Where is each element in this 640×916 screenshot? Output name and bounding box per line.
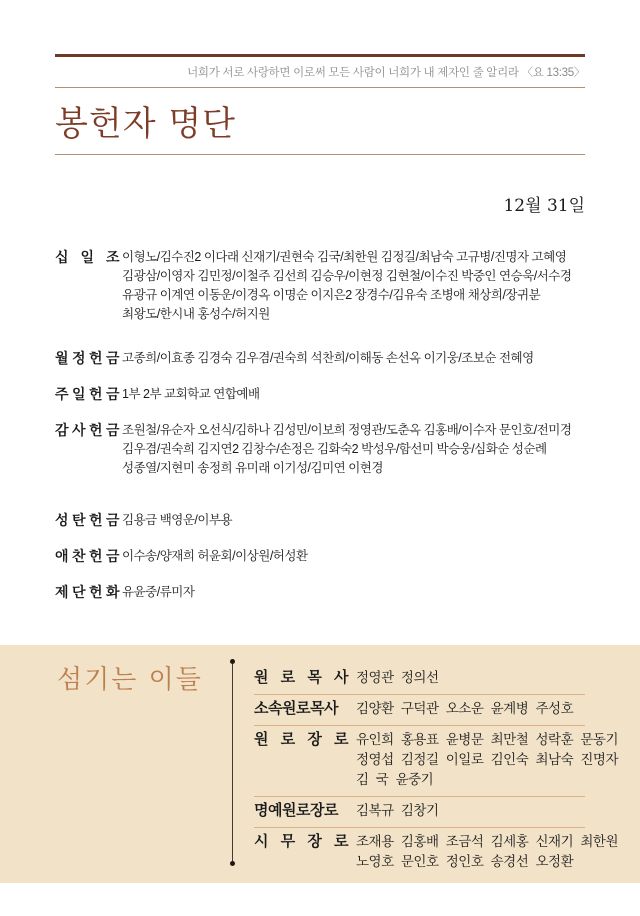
scripture-quote: 너희가 서로 사랑하면 이로써 모든 사람이 너희가 내 제자인 줄 알리라 〈요 13:35〉: [187, 67, 585, 79]
section-names: [119, 248, 571, 324]
name-line: 조원철/유순자 오선식/김하나 김성민/이보희 정영관/도춘옥 김홍배/이수자 문인호/전미경: [122, 423, 572, 437]
name-line: 유광규 이계연 이동운/이경옥 이명순 이지은2 장경수/김유숙 조병애 채상희/장귀분: [122, 288, 541, 302]
top-rule: [55, 54, 585, 57]
name-line: 고종희/이효종 김경숙 김우겸/권숙희 석찬희/이해동 손선옥 이기웅/조보순 전혜영: [122, 351, 534, 365]
table-row-emeritus-pastor: [254, 664, 585, 695]
row-names: [348, 832, 618, 872]
section-label: 성 탄 헌 금: [55, 512, 119, 528]
divider-dot-bottom-icon: [230, 861, 235, 866]
name-line: 조재용 김홍배 조금석 김세홍 신재기 최한원: [356, 834, 618, 849]
row-label: 소속원로목사: [254, 700, 338, 717]
section-names: [119, 547, 308, 566]
servants-title: 섬기는 이들: [57, 665, 203, 695]
divider-dot-top-icon: [230, 659, 235, 664]
row-label: 시 무 장 로: [254, 833, 348, 850]
name-line: 이형노/김수진2 이다래 신재기/권현숙 김국/최한원 김정길/최남숙 고규병/진명자 고혜영: [122, 250, 567, 264]
servants-panel: [0, 645, 640, 883]
name-line: 이수송/양재희 허윤회/이상원/허성환: [122, 549, 308, 563]
section-names: [119, 583, 194, 602]
name-line: 유인희 홍용표 윤병문 최만철 성락훈 문동기: [356, 732, 618, 747]
table-row-serving-elder: [254, 828, 618, 878]
row-names: [348, 699, 573, 719]
section-names: [119, 421, 571, 478]
date-label: 12월 31일: [503, 196, 585, 216]
name-line: 김양환 구덕관 오소운 윤계병 주성호: [356, 701, 574, 716]
section-label: 제 단 헌 화: [55, 584, 119, 600]
name-line: 1부 2부 교회학교 연합예배: [122, 387, 260, 401]
section-names: [119, 349, 534, 368]
page-title: 봉헌자 명단: [55, 104, 237, 144]
donor-section-christmas-offering: [55, 511, 590, 530]
vertical-divider-line: [232, 661, 233, 864]
donor-section-tithe: [55, 248, 590, 324]
row-label: 원 로 목 사: [254, 669, 348, 686]
row-label: 명예원로장로: [254, 802, 338, 819]
row-names: [348, 730, 618, 790]
header-divider-rule: [55, 87, 585, 88]
section-label: 주 일 헌 금: [55, 386, 119, 402]
section-label: 애 찬 헌 금: [55, 548, 119, 564]
table-row-emeritus-elder: [254, 726, 618, 797]
donor-section-monthly-offering: [55, 349, 590, 368]
section-names: [119, 511, 232, 530]
row-names: [348, 668, 439, 688]
name-line: 김우겸/권숙희 김지연2 김창수/손정은 김화숙2 박성우/함선미 박승웅/심화순 성순례: [122, 442, 547, 456]
section-label: 감 사 헌 금: [55, 422, 119, 438]
servants-table: [254, 664, 618, 878]
name-line: 노영호 문인호 정인호 송경선 오정환: [356, 854, 574, 869]
name-line: 최왕도/한시내 홍성수/허지원: [122, 307, 270, 321]
name-line: 김 국 윤중기: [356, 772, 434, 787]
section-label: 십 일 조: [55, 249, 119, 265]
donor-section-altar-flowers: [55, 583, 590, 602]
row-names: [348, 801, 439, 821]
name-line: 성종열/지현미 송정희 유미래 이기성/김미연 이현경: [122, 461, 383, 475]
section-names: [119, 385, 260, 404]
table-row-affiliated-emeritus-pastor: [254, 695, 585, 726]
title-underline-rule: [55, 154, 585, 155]
name-line: 김광삼/이영자 김민정/이철주 김선희 김승우/이현정 김현철/이수진 박중인 연승욱/서수경: [122, 269, 572, 283]
section-label: 월 정 헌 금: [55, 350, 119, 366]
donor-section-agape-offering: [55, 547, 590, 566]
donor-section-thanksgiving-offering: [55, 421, 590, 478]
name-line: 김복규 김창기: [356, 803, 439, 818]
row-label: 원 로 장 로: [254, 731, 348, 748]
donor-section-sunday-offering: [55, 385, 590, 404]
name-line: 정영섭 김정길 이일로 김인숙 최남숙 진명자: [356, 752, 618, 767]
name-line: 정영관 정의선: [356, 670, 439, 685]
name-line: 김용금 백영운/이부용: [122, 513, 233, 527]
name-line: 유윤중/류미자: [122, 585, 195, 599]
table-row-honorary-emeritus-elder: [254, 797, 585, 828]
